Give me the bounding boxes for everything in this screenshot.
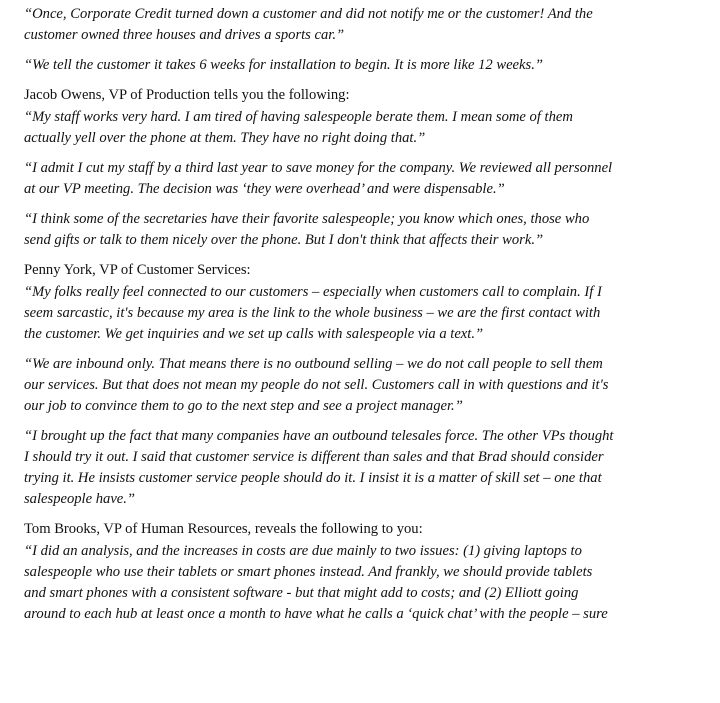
text-line: “We are inbound only. That means there is no outbound selling – we do not call people to sell them <box>24 356 603 372</box>
quote-paragraph <box>24 107 664 149</box>
text-line: “I brought up the fact that many companies have an outbound telesales force. The other VPs thought <box>24 428 614 444</box>
quote-paragraph <box>24 4 664 46</box>
text-line: salespeople who use their tablets or smart phones instead. And frankly, we should provide tablets <box>24 564 593 580</box>
text-line: our services. But that does not mean my people do not sell. Customers call in with questions and it's <box>24 377 609 393</box>
text-line: customer owned three houses and drives a sports car.” <box>24 27 345 43</box>
text-line: “My staff works very hard. I am tired of having salespeople berate them. I mean some of them <box>24 109 573 125</box>
text-line: actually yell over the phone at them. They have no right doing that.” <box>24 130 426 146</box>
text-line: the customer. We get inquiries and we set up calls with salespeople via a text.” <box>24 326 484 342</box>
text-line: send gifts or talk to them nicely over the phone. But I don't think that affects their work.” <box>24 232 544 248</box>
text-line: Jacob Owens, VP of Production tells you the following: <box>24 87 350 103</box>
text-line: our job to convince them to go to the next step and see a project manager.” <box>24 398 463 414</box>
document-page <box>24 4 664 634</box>
quote-paragraph <box>24 55 664 76</box>
text-line: salespeople have.” <box>24 491 136 507</box>
text-line: “I think some of the secretaries have their favorite salespeople; you know which ones, those who <box>24 211 590 227</box>
quote-paragraph <box>24 354 664 417</box>
text-line: Penny York, VP of Customer Services: <box>24 262 251 278</box>
text-line: around to each hub at least once a month to have what he calls a ‘quick chat’ with the people – sure <box>24 606 608 622</box>
text-line: trying it. He insists customer service people should do it. I insist it is a matter of skill set – one that <box>24 470 602 486</box>
quote-paragraph <box>24 282 664 345</box>
quote-paragraph <box>24 426 664 510</box>
text-line: “My folks really feel connected to our customers – especially when customers call to complain. If I <box>24 284 602 300</box>
text-line: seem sarcastic, it's because my area is the link to the whole business – we are the first contact with <box>24 305 601 321</box>
quote-paragraph <box>24 209 664 251</box>
text-line: I should try it out. I said that customer service is different than sales and that Brad should consider <box>24 449 604 465</box>
quote-paragraph <box>24 541 664 625</box>
speaker-heading <box>24 260 664 281</box>
quote-paragraph <box>24 158 664 200</box>
text-line: “I admit I cut my staff by a third last year to save money for the company. We reviewed all personnel <box>24 160 613 176</box>
speaker-heading <box>24 85 664 106</box>
speaker-heading <box>24 519 664 540</box>
text-line: “Once, Corporate Credit turned down a customer and did not notify me or the customer! And the <box>24 6 593 22</box>
text-line: Tom Brooks, VP of Human Resources, reveals the following to you: <box>24 521 423 537</box>
text-line: “I did an analysis, and the increases in costs are due mainly to two issues: (1) giving laptops to <box>24 543 582 559</box>
text-line: and smart phones with a consistent software - but that might add to costs; and (2) Elliott going <box>24 585 579 601</box>
text-line: at our VP meeting. The decision was ‘they were overhead’ and were dispensable.” <box>24 181 505 197</box>
text-line: “We tell the customer it takes 6 weeks for installation to begin. It is more like 12 weeks.” <box>24 57 543 73</box>
